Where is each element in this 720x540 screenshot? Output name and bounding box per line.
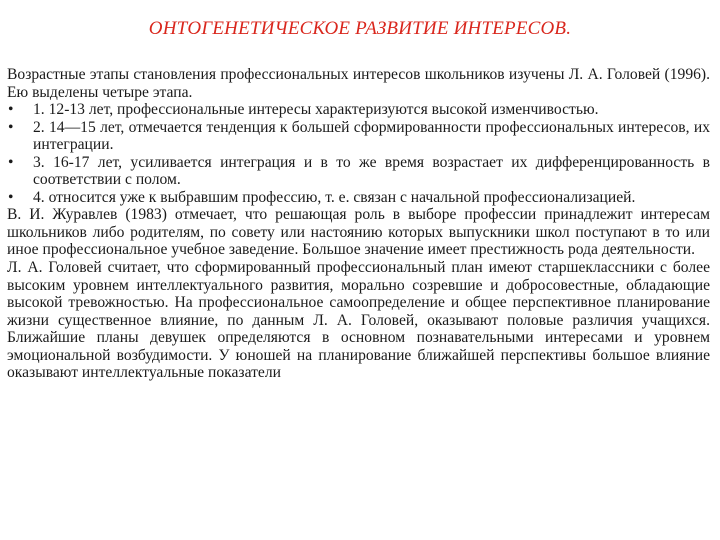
zhuravlev-paragraph: В. И. Журавлев (1983) отмечает, что решающая роль в выборе профессии принадлежит интересам школьников либо родителям, по совету или настоянию которых выпускники школ поступают в то или иное профессиональное учебное заведение. Большое значение имеет престижность рода деятельности. [7, 206, 710, 259]
stage-item [7, 189, 710, 207]
bullet-icon: • [8, 101, 14, 119]
bullet-icon: • [8, 118, 14, 136]
stage-item [7, 101, 710, 119]
intro-paragraph: Возрастные этапы становления профессиональных интересов школьников изучены Л. А. Головей (1996). Ею выделены четыре этапа. [7, 66, 710, 101]
stage-text: 1. 12-13 лет, профессиональные интересы характеризуются высокой изменчивостью. [33, 101, 599, 119]
stage-item [7, 154, 710, 189]
golovey-paragraph: Л. А. Головей считает, что сформированный профессиональный план имеют старшеклассники с более высоким уровнем интеллектуального развития, морально созревшие и добросовестные, обладающие высокой тревожностью. На профессиональное самоопределение и общее перспективное планирование жизни существенное влияние, по данным Л. А. Головей, оказывают половые различия учащихся. Ближайшие планы девушек определяются в основном познавательными интересами и уровнем эмоциональной возбудимости. У юношей на планирование ближайшей перспективы большое влияние оказывают интеллектуальные показатели [7, 259, 710, 382]
slide-body [7, 66, 710, 382]
bullet-icon: • [8, 188, 14, 206]
bullet-icon: • [8, 153, 14, 171]
stage-text: 4. относится уже к выбравшим профессию, т. е. связан с начальной профессионализацией. [33, 188, 636, 206]
stage-text: 3. 16-17 лет, усиливается интеграция и в то же время возрастает их дифференцированность в соответствии с полом. [33, 153, 710, 189]
slide-title: ОНТОГЕНЕТИЧЕСКОЕ РАЗВИТИЕ ИНТЕРЕСОВ. [148, 18, 572, 39]
stage-text: 2. 14—15 лет, отмечается тенденция к большей сформированности профессиональных интересов, их интеграции. [33, 118, 710, 154]
stage-item [7, 119, 710, 154]
